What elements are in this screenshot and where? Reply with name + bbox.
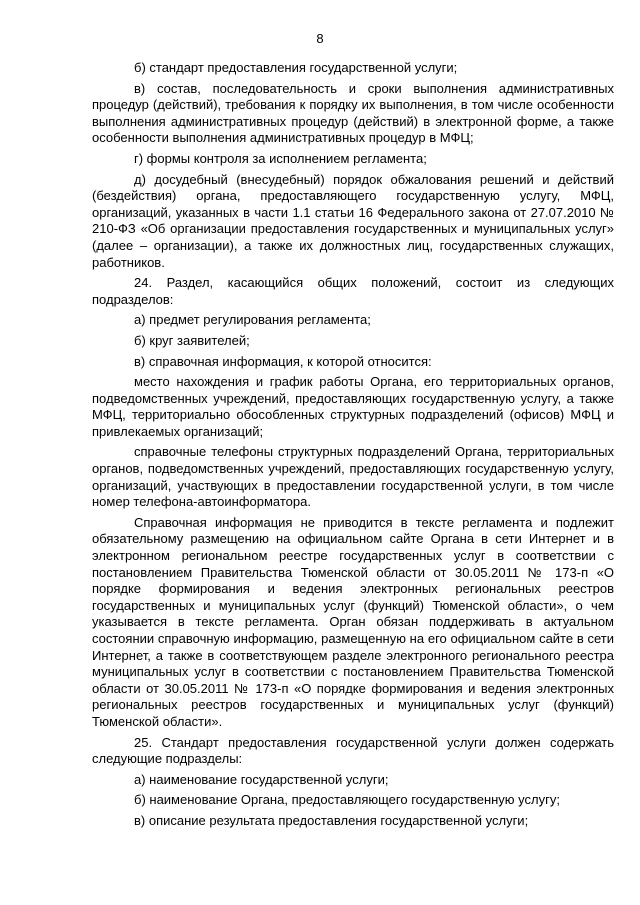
paragraph-item-g: г) формы контроля за исполнением регламента; bbox=[134, 150, 427, 166]
paragraph-item-v3: в) описание результата предоставления государственной услуги; bbox=[134, 812, 529, 828]
document-body bbox=[92, 60, 614, 834]
paragraph-item-v2: в) справочная информация, к которой относится: bbox=[134, 353, 432, 369]
paragraph-phones: справочные телефоны структурных подразделений Органа, территориальных органов, подведомственных учреждений, предоставляющих государственную услугу, организаций, участвующих в предоставлении государственной услуги, в том числе номер телефона-автоинформатора. bbox=[92, 444, 614, 510]
paragraph-section-25: 25. Стандарт предоставления государственной услуги должен содержать следующие подразделы: bbox=[92, 734, 614, 767]
paragraph-location: место нахождения и график работы Органа, его территориальных органов, подведомственных учреждений, предоставляющих государственную услугу, а также МФЦ, территориально обособленных структурных подразделений (офисов) МФЦ и привлекаемых организаций; bbox=[92, 374, 614, 439]
paragraph-reference-info: Справочная информация не приводится в тексте регламента и подлежит обязательному размещению на официальном сайте Органа в сети Интернет и в электронном региональном реестре государственных услуг в соответствии с постановлением Правительства Тюменской области от 30.05.2011 № 173-п «О порядке формирования и ведения электронных региональных реестров государственных и муниципальных услуг (функций) Тюменской области», о чем указывается в тексте регламента. Орган обязан поддерживать в актуальном состоянии справочную информацию, размещенную на его официальном сайте в сети Интернет, а также в соответствующем разделе электронного регионального реестра муниципальных услуг в соответствии с постановлением Правительства Тюменской области от 30.05.2011 № 173-п «О порядке формирования и ведения электронных региональных реестров государственных и муниципальных услуг (функций) Тюменской области». bbox=[92, 514, 614, 729]
paragraph-section-24: 24. Раздел, касающийся общих положений, состоит из следующих подразделов: bbox=[92, 275, 614, 307]
paragraph-item-a3: а) наименование государственной услуги; bbox=[134, 771, 389, 787]
paragraph-item-v: в) состав, последовательность и сроки выполнения административных процедур (действий), требования к порядку их выполнения, в том числе особенности выполнения административных процедур (действий) в электронной форме, а также особенности выполнения административных процедур в МФЦ; bbox=[92, 80, 614, 146]
paragraph-item-b3: б) наименование Органа, предоставляющего государственную услугу; bbox=[134, 792, 560, 808]
paragraph-item-d: д) досудебный (внесудебный) порядок обжалования решений и действий (бездействия) органа, предоставляющего государственную услугу, МФЦ, организаций, указанных в части 1.1 статьи 16 Федерального закона от 27.07.2010 № 210-ФЗ «Об организации предоставления государственных и муниципальных услуг» (далее – организации), а также их должностных лиц, государственных служащих, работников. bbox=[92, 171, 614, 270]
page-number: 8 bbox=[316, 31, 324, 46]
paragraph-item-b: б) стандарт предоставления государственной услуги; bbox=[134, 60, 458, 75]
paragraph-item-b2: б) круг заявителей; bbox=[134, 332, 250, 348]
paragraph-item-a: а) предмет регулирования регламента; bbox=[134, 312, 371, 328]
